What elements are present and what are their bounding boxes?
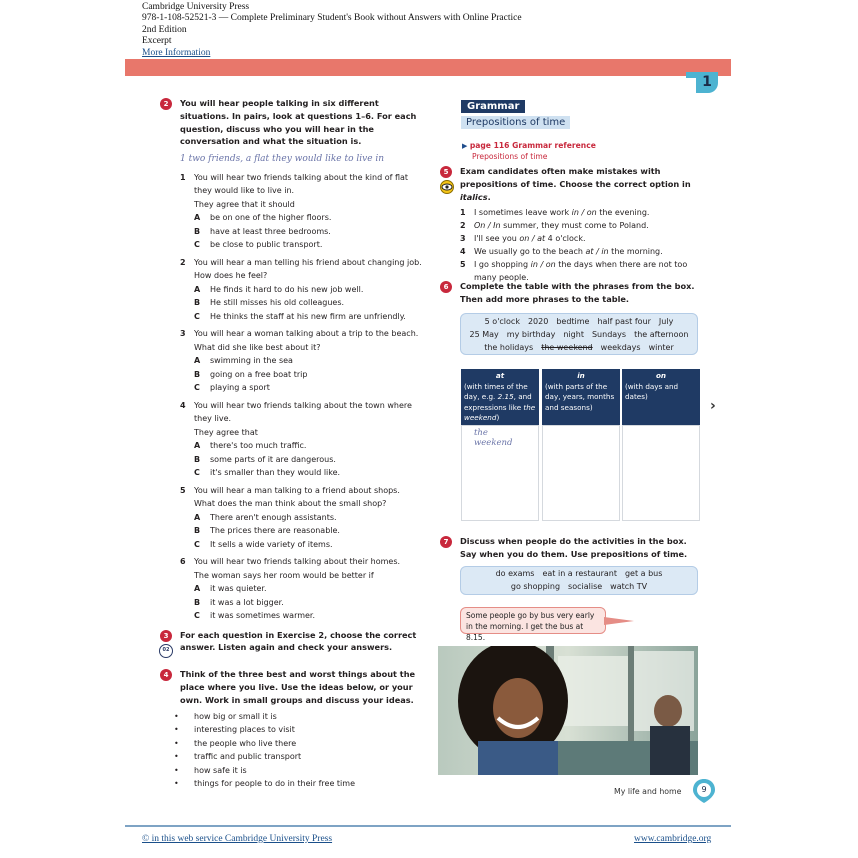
item-options[interactable]: in / on <box>571 208 597 218</box>
question-stem <box>160 256 428 270</box>
answer-option[interactable] <box>180 466 428 480</box>
item-text-after: 4 o'clock. <box>545 234 586 244</box>
exercise-7-instruction: 7 Discuss when people do the activities in the box. Say when you do them. Use prepositions of time. <box>440 535 702 561</box>
exercise-number: 7 <box>440 536 452 548</box>
option-text: The prices there are reasonable. <box>210 526 340 536</box>
item-text-after: the evening. <box>596 208 650 218</box>
question-item <box>180 171 428 252</box>
option-letter: C <box>194 383 200 393</box>
answer-option[interactable] <box>180 296 428 310</box>
option-letter: C <box>194 240 200 250</box>
item-number: 4 <box>460 247 466 257</box>
table-header-at <box>461 369 539 425</box>
exercise-number: 4 <box>160 669 172 681</box>
phrase-row <box>461 328 697 341</box>
exercise-6-instruction: 6 Complete the table with the phrases from the box. Then add more phrases to the table. <box>440 280 702 306</box>
phrase: July <box>658 317 674 326</box>
option-letter: A <box>194 356 201 366</box>
phrase: bedtime <box>556 317 590 326</box>
item-text-after: the days when there are not too many people. <box>474 260 688 283</box>
answer-option[interactable] <box>180 524 428 538</box>
page-number: 9 <box>701 785 707 794</box>
option-letter: A <box>194 213 201 223</box>
phrase: 5 o'clock <box>484 317 520 326</box>
desc-italic: the weekend <box>464 402 536 422</box>
option-letter: A <box>194 512 201 522</box>
question-prompt: The woman says her room would be better if <box>194 570 374 580</box>
column-heading: at <box>495 371 505 380</box>
answer-option[interactable] <box>180 211 428 225</box>
question-stem <box>160 399 428 426</box>
item-number: 5 <box>460 260 466 270</box>
desc-part: (with parts of the day, years, months and seasons) <box>545 381 615 412</box>
idea-list <box>160 710 428 791</box>
idea-bullet: • how big or small it is <box>160 710 428 724</box>
phrase: the holidays <box>484 343 534 352</box>
question-stem <box>160 171 428 198</box>
question-prompt: What did she like best about it? <box>194 342 321 352</box>
column-heading: on <box>655 371 667 380</box>
question-number: 1 <box>180 172 186 182</box>
item-options[interactable]: at / in <box>585 247 609 257</box>
publisher-name: Cambridge University Press <box>142 2 250 12</box>
activity-box <box>460 566 698 595</box>
speech-bubble: Some people go by bus very early in the morning. I get the bus at 8.15. <box>460 607 606 634</box>
phrase: 25 May <box>469 330 499 339</box>
question-number: 3 <box>180 329 186 339</box>
question-text: You will hear two friends talking about the town where they live. <box>194 400 412 424</box>
activity: do exams <box>495 569 535 578</box>
handwritten-answer: the weekend <box>474 428 513 448</box>
answer-option[interactable] <box>180 511 428 525</box>
exercise-6 <box>440 280 702 306</box>
exercise-number: 3 <box>160 630 172 642</box>
option-letter: B <box>194 369 201 379</box>
item-text-after: the morning. <box>608 247 663 257</box>
option-text: It sells a wide variety of items. <box>210 539 333 549</box>
answer-option[interactable] <box>180 538 428 552</box>
headphones-icon[interactable]: 02 <box>159 644 173 658</box>
desc-part: (with days and dates) <box>625 381 679 401</box>
item-text-before: I sometimes leave work <box>474 208 572 218</box>
unit-color-bar <box>125 59 731 76</box>
item-text-before: I go shopping <box>474 260 531 270</box>
unit-number-tab: 1 <box>696 72 718 93</box>
column-description <box>464 382 536 424</box>
option-text: He finds it hard to do his new job well. <box>210 284 364 294</box>
column-description <box>545 382 617 414</box>
answer-option[interactable] <box>180 582 428 596</box>
question-text: You will hear a woman talking about a trip to the beach. <box>194 329 419 339</box>
exercise-number: 6 <box>440 281 452 293</box>
item-number: 1 <box>460 208 466 218</box>
idea-bullet: • how safe it is <box>160 764 428 778</box>
question-number: 4 <box>180 400 186 410</box>
table-cell-on[interactable] <box>622 425 700 521</box>
exercise-4-instruction: 4 Think of the three best and worst things about the place where you live. Use the ideas below, or your own. Work in small groups and discuss your ideas. <box>160 668 428 706</box>
exercise-5-item[interactable] <box>460 206 702 219</box>
item-text-after: summer, they must come to Poland. <box>500 221 649 231</box>
item-text-before: I'll see you <box>474 234 520 244</box>
question-prompt: What does the man think about the small shop? <box>194 499 387 509</box>
grammar-subtitle: Prepositions of time <box>461 116 570 129</box>
answer-option[interactable] <box>180 368 428 382</box>
question-stem <box>160 327 428 341</box>
option-text: playing a sport <box>210 383 270 393</box>
exercise-5 <box>440 165 702 284</box>
option-text: it was sometimes warmer. <box>210 611 316 621</box>
item-options[interactable]: On / In <box>474 221 501 231</box>
option-letter: C <box>194 539 200 549</box>
exercise-5-item[interactable] <box>460 245 702 258</box>
phrase: my birthday <box>506 330 556 339</box>
option-text: There aren't enough assistants. <box>210 512 337 522</box>
option-text: there's too much traffic. <box>210 441 307 451</box>
answer-option[interactable] <box>180 453 428 467</box>
item-number: 2 <box>460 221 466 231</box>
answer-option[interactable] <box>180 381 428 395</box>
activity-row <box>461 567 697 580</box>
question-prompt: They agree that it should <box>194 199 295 209</box>
question-number: 5 <box>180 485 186 495</box>
desc-part: (with times of the day, e.g. <box>464 381 528 401</box>
table-cell-at[interactable] <box>461 425 539 521</box>
option-letter: C <box>194 611 200 621</box>
answer-option[interactable] <box>180 238 428 252</box>
phrase: the afternoon <box>634 330 689 339</box>
option-letter: B <box>194 526 201 536</box>
question-text: You will hear a man talking to a friend about shops. <box>194 485 400 495</box>
exercise-5-items <box>440 206 702 284</box>
question-item <box>180 256 428 324</box>
phrase: weekdays <box>600 343 641 352</box>
exercise-7 <box>440 535 702 561</box>
isbn-title: 978-1-108-52521-3 — Complete Preliminary Student's Book without Answers with Online Practice <box>142 13 522 24</box>
option-letter: A <box>194 584 201 594</box>
phrase-row <box>461 315 697 328</box>
question-item <box>180 555 428 623</box>
option-letter: B <box>194 597 201 607</box>
activity-row <box>461 580 697 593</box>
item-number: 3 <box>460 234 466 244</box>
item-options[interactable]: on / at <box>519 234 546 244</box>
activity: socialise <box>568 582 603 591</box>
left-column <box>160 97 428 791</box>
answer-option[interactable] <box>180 439 428 453</box>
option-text: some parts of it are dangerous. <box>210 454 336 464</box>
question-number: 2 <box>180 257 186 267</box>
option-letter: C <box>194 311 200 321</box>
phrase: Sundays <box>591 330 627 339</box>
footer-divider <box>125 825 731 827</box>
option-text: He thinks the staff at his new firm are unfriendly. <box>210 311 406 321</box>
handwritten-example: 1 two friends, a flat they would like to live in <box>180 154 385 165</box>
question-item <box>180 484 428 552</box>
answer-option[interactable] <box>180 354 428 368</box>
grammar-reference[interactable]: ▶ page 116 Grammar reference Prepositions of time <box>462 141 596 161</box>
page-section-label: My life and home <box>614 787 682 796</box>
photo-woman-on-bus <box>438 646 698 775</box>
exercise-2-instruction: 2 You will hear people talking in six different situations. In pairs, look at questions 1–6. For each question, discuss who you will hear in the conversation and what the situation is. <box>160 97 428 148</box>
question-item <box>180 327 428 395</box>
question-stem <box>160 484 428 498</box>
activity: eat in a restaurant <box>542 569 617 578</box>
option-text: it was quieter. <box>210 584 267 594</box>
answer-option[interactable] <box>180 225 428 239</box>
excerpt-label: Excerpt <box>142 36 172 47</box>
activity: watch TV <box>610 582 648 591</box>
answer-option[interactable] <box>180 310 428 324</box>
exercise-5-item[interactable] <box>460 219 702 232</box>
option-text: be on one of the higher floors. <box>210 213 332 223</box>
exam-tip-eye-icon <box>440 180 454 194</box>
table-cell-in[interactable] <box>542 425 620 521</box>
question-text: You will hear two friends talking about their homes. <box>194 557 401 567</box>
answer-option[interactable] <box>180 609 428 623</box>
question-text: You will hear a man telling his friend about changing job. <box>194 257 422 267</box>
idea-bullet: • the people who live there <box>160 737 428 751</box>
option-letter: C <box>194 468 200 478</box>
option-text: He still misses his old colleagues. <box>210 298 345 308</box>
phrase: night <box>563 330 584 339</box>
phrase: the weekend <box>541 343 593 352</box>
copyright-link[interactable]: © in this web service Cambridge University Press <box>142 834 333 844</box>
desc-part: ) <box>496 413 500 422</box>
activity: get a bus <box>624 569 663 578</box>
answer-option[interactable] <box>180 596 428 610</box>
option-letter: A <box>194 284 201 294</box>
question-prompt: How does he feel? <box>194 271 268 281</box>
answer-option[interactable] <box>180 283 428 297</box>
grammar-label: Grammar <box>461 100 525 113</box>
desc-italic: 2.15 <box>497 392 514 401</box>
item-options[interactable]: in / on <box>530 260 556 270</box>
option-letter: B <box>194 298 201 308</box>
option-text: have at least three bedrooms. <box>210 226 331 236</box>
phrase: winter <box>648 343 674 352</box>
phrase-box <box>460 313 698 355</box>
option-text: it's smaller than they would like. <box>210 468 341 478</box>
phrase: half past four <box>597 317 651 326</box>
website-link[interactable]: www.cambridge.org <box>634 834 712 844</box>
question-list <box>160 171 428 623</box>
exercise-number: 5 <box>440 166 452 178</box>
publisher-header <box>142 2 522 59</box>
question-stem <box>160 555 428 569</box>
option-letter: A <box>194 441 201 451</box>
table-header-in <box>542 369 620 425</box>
column-heading: in <box>577 371 585 380</box>
option-text: swimming in the sea <box>210 356 293 366</box>
option-text: going on a free boat trip <box>210 369 308 379</box>
exercise-5-item[interactable] <box>460 232 702 245</box>
item-text-before: We usually go to the beach <box>474 247 586 257</box>
speech-bubble-tail <box>604 617 634 625</box>
phrase-row <box>461 341 697 354</box>
exercise-number: 2 <box>160 98 172 110</box>
desc-part: , and expressions like <box>464 392 532 412</box>
option-letter: B <box>194 454 201 464</box>
edition: 2nd Edition <box>142 24 187 35</box>
idea-bullet: • interesting places to visit <box>160 723 428 737</box>
option-text: it was a lot bigger. <box>210 597 284 607</box>
exercise-5-instruction: 5 Exam candidates often make mistakes with prepositions of time. Choose the correct option in italics. <box>440 165 702 203</box>
chevron-right-icon[interactable]: › <box>710 398 716 414</box>
question-number: 6 <box>180 557 186 567</box>
table-header-on <box>622 369 700 425</box>
activity: go shopping <box>510 582 561 591</box>
question-text: You will hear two friends talking about the kind of flat they would like to live in. <box>194 172 409 196</box>
option-text: be close to public transport. <box>210 240 323 250</box>
page-number-pin <box>691 778 717 804</box>
more-information-link[interactable]: More Information <box>142 47 211 58</box>
question-item <box>180 399 428 480</box>
idea-bullet: • things for people to do in their free time <box>160 777 428 791</box>
question-prompt: They agree that <box>194 427 258 437</box>
phrase: 2020 <box>527 317 549 326</box>
idea-bullet: • traffic and public transport <box>160 750 428 764</box>
option-letter: B <box>194 226 201 236</box>
play-arrow-icon: ▶ <box>462 142 468 150</box>
column-description <box>625 382 697 403</box>
exercise-3-instruction: 3 For each question in Exercise 2, choose the correct answer. Listen again and check your answers. 02 <box>160 629 428 655</box>
